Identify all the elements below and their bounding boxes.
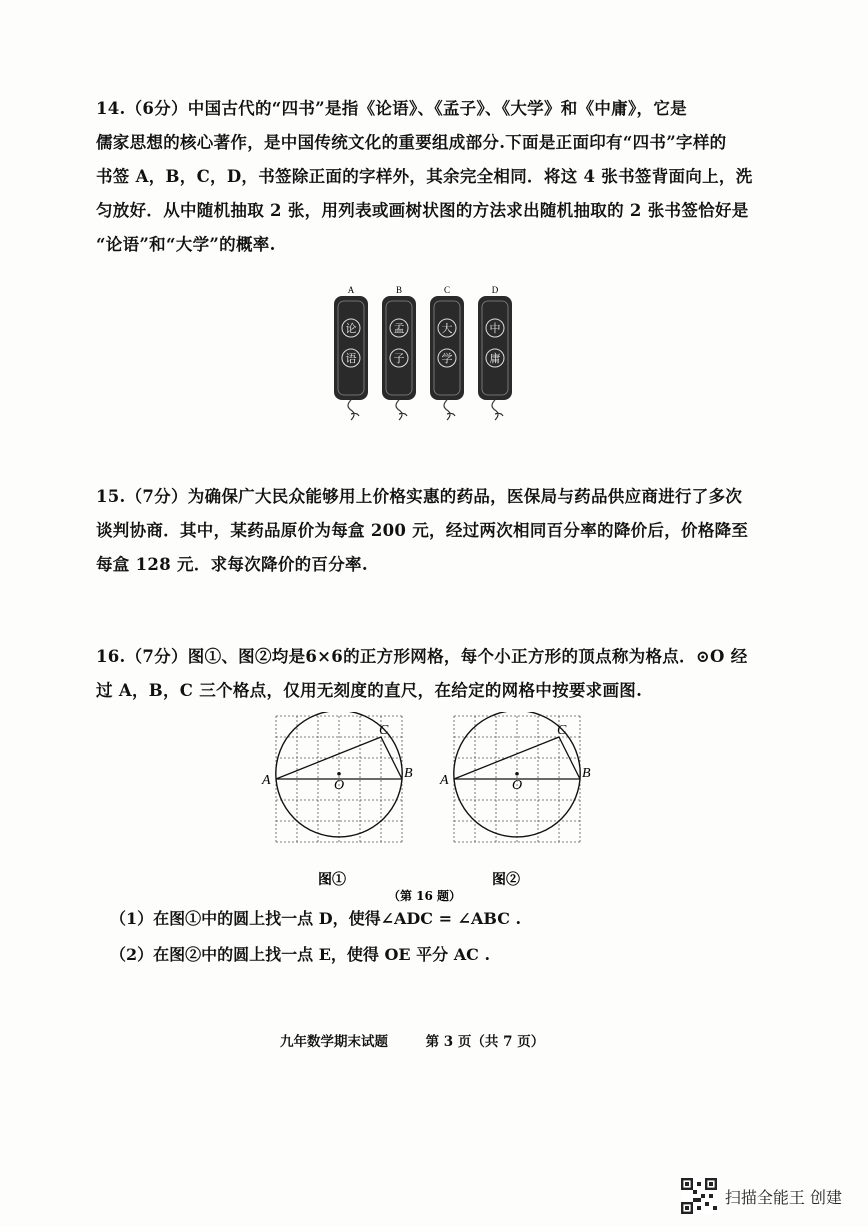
bookmark-body <box>382 296 416 400</box>
label-a: A <box>440 773 449 788</box>
bookmark-char: 大 <box>441 322 453 335</box>
qr-code-icon <box>681 1178 717 1214</box>
label-a: A <box>262 773 271 788</box>
bookmark-body <box>430 296 464 400</box>
bookmarks-figure <box>330 284 520 434</box>
label-b: B <box>582 766 591 781</box>
figure-title: （第 16 题） <box>388 889 462 902</box>
q15-line: 15.（7分）为确保广大民众能够用上价格实惠的药品，医保局与药品供应商进行了多次 <box>96 487 743 506</box>
grid-figures <box>250 712 610 902</box>
bookmark-letter: A <box>347 285 355 295</box>
label-c: C <box>557 723 567 738</box>
bookmark-letter: C <box>443 285 451 295</box>
bookmark-letter: D <box>491 285 499 295</box>
bookmark-char: 论 <box>345 322 357 335</box>
scanner-watermark <box>681 1178 842 1214</box>
center-point <box>515 772 519 776</box>
label-b: B <box>404 766 413 781</box>
bookmark-char: 中 <box>489 322 501 335</box>
footer-page: 第 3 页（共 7 页） <box>425 1034 545 1050</box>
bookmark-body <box>478 296 512 400</box>
bookmark-letter: B <box>395 285 403 295</box>
bookmark-char: 学 <box>441 352 453 365</box>
bookmark-char: 语 <box>345 352 357 365</box>
footer-subject: 九年数学期末试题 <box>280 1034 388 1050</box>
bookmark-tassel <box>348 400 359 420</box>
fig2-caption: 图② <box>492 872 520 888</box>
q14-line: 书签 A，B，C，D，书签除正面的字样外，其余完全相同．将这 4 张书签背面向上，洗 <box>96 167 753 186</box>
fig1-caption: 图① <box>318 872 346 888</box>
question-14 <box>96 92 786 262</box>
label-c: C <box>379 723 389 738</box>
figure-2 <box>439 712 591 842</box>
question-16 <box>96 640 786 708</box>
q16-sub-2: （2）在图②中的圆上找一点 E，使得 OE 平分 AC . <box>110 945 491 964</box>
bookmark-a <box>334 285 368 420</box>
label-o: O <box>334 777 345 793</box>
q14-line: 14.（6分）中国古代的“四书”是指《论语》、《孟子》、《大学》和《中庸》，它是 <box>96 99 687 118</box>
q14-line: 儒家思想的核心著作，是中国传统文化的重要组成部分.下面是正面印有“四书”字样的 <box>96 133 727 152</box>
q15-line: 每盒 128 元．求每次降价的百分率. <box>96 555 368 574</box>
q16-line: 过 A，B，C 三个格点，仅用无刻度的直尺，在给定的网格中按要求画图. <box>96 681 643 700</box>
page-footer <box>280 1030 544 1050</box>
bookmark-d <box>478 285 512 420</box>
bookmark-b <box>382 285 416 420</box>
bookmark-tassel <box>396 400 407 420</box>
bookmark-c <box>430 285 464 420</box>
bookmark-char: 子 <box>393 352 405 365</box>
bookmark-tassel <box>492 400 503 420</box>
question-15 <box>96 480 786 582</box>
watermark-text: 扫描全能王 创建 <box>724 1187 842 1207</box>
q14-line: 匀放好．从中随机抽取 2 张，用列表或画树状图的方法求出随机抽取的 2 张书签恰好是 <box>96 201 749 220</box>
figure-1 <box>261 712 413 842</box>
center-point <box>337 772 341 776</box>
q14-line: “论语”和“大学”的概率. <box>96 235 276 254</box>
q16-line: 16.（7分）图①、图②均是6×6的正方形网格，每个小正方形的顶点称为格点．⊙O 经 <box>96 647 748 666</box>
label-o: O <box>512 777 523 793</box>
bookmark-char: 孟 <box>393 322 405 335</box>
q16-sub-1: （1）在图①中的圆上找一点 D，使得∠ADC = ∠ABC . <box>110 909 522 928</box>
q15-line: 谈判协商．其中，某药品原价为每盒 200 元，经过两次相同百分率的降价后，价格降至 <box>96 521 749 540</box>
bookmark-tassel <box>444 400 455 420</box>
bookmark-body <box>334 296 368 400</box>
bookmark-char: 庸 <box>489 352 501 365</box>
